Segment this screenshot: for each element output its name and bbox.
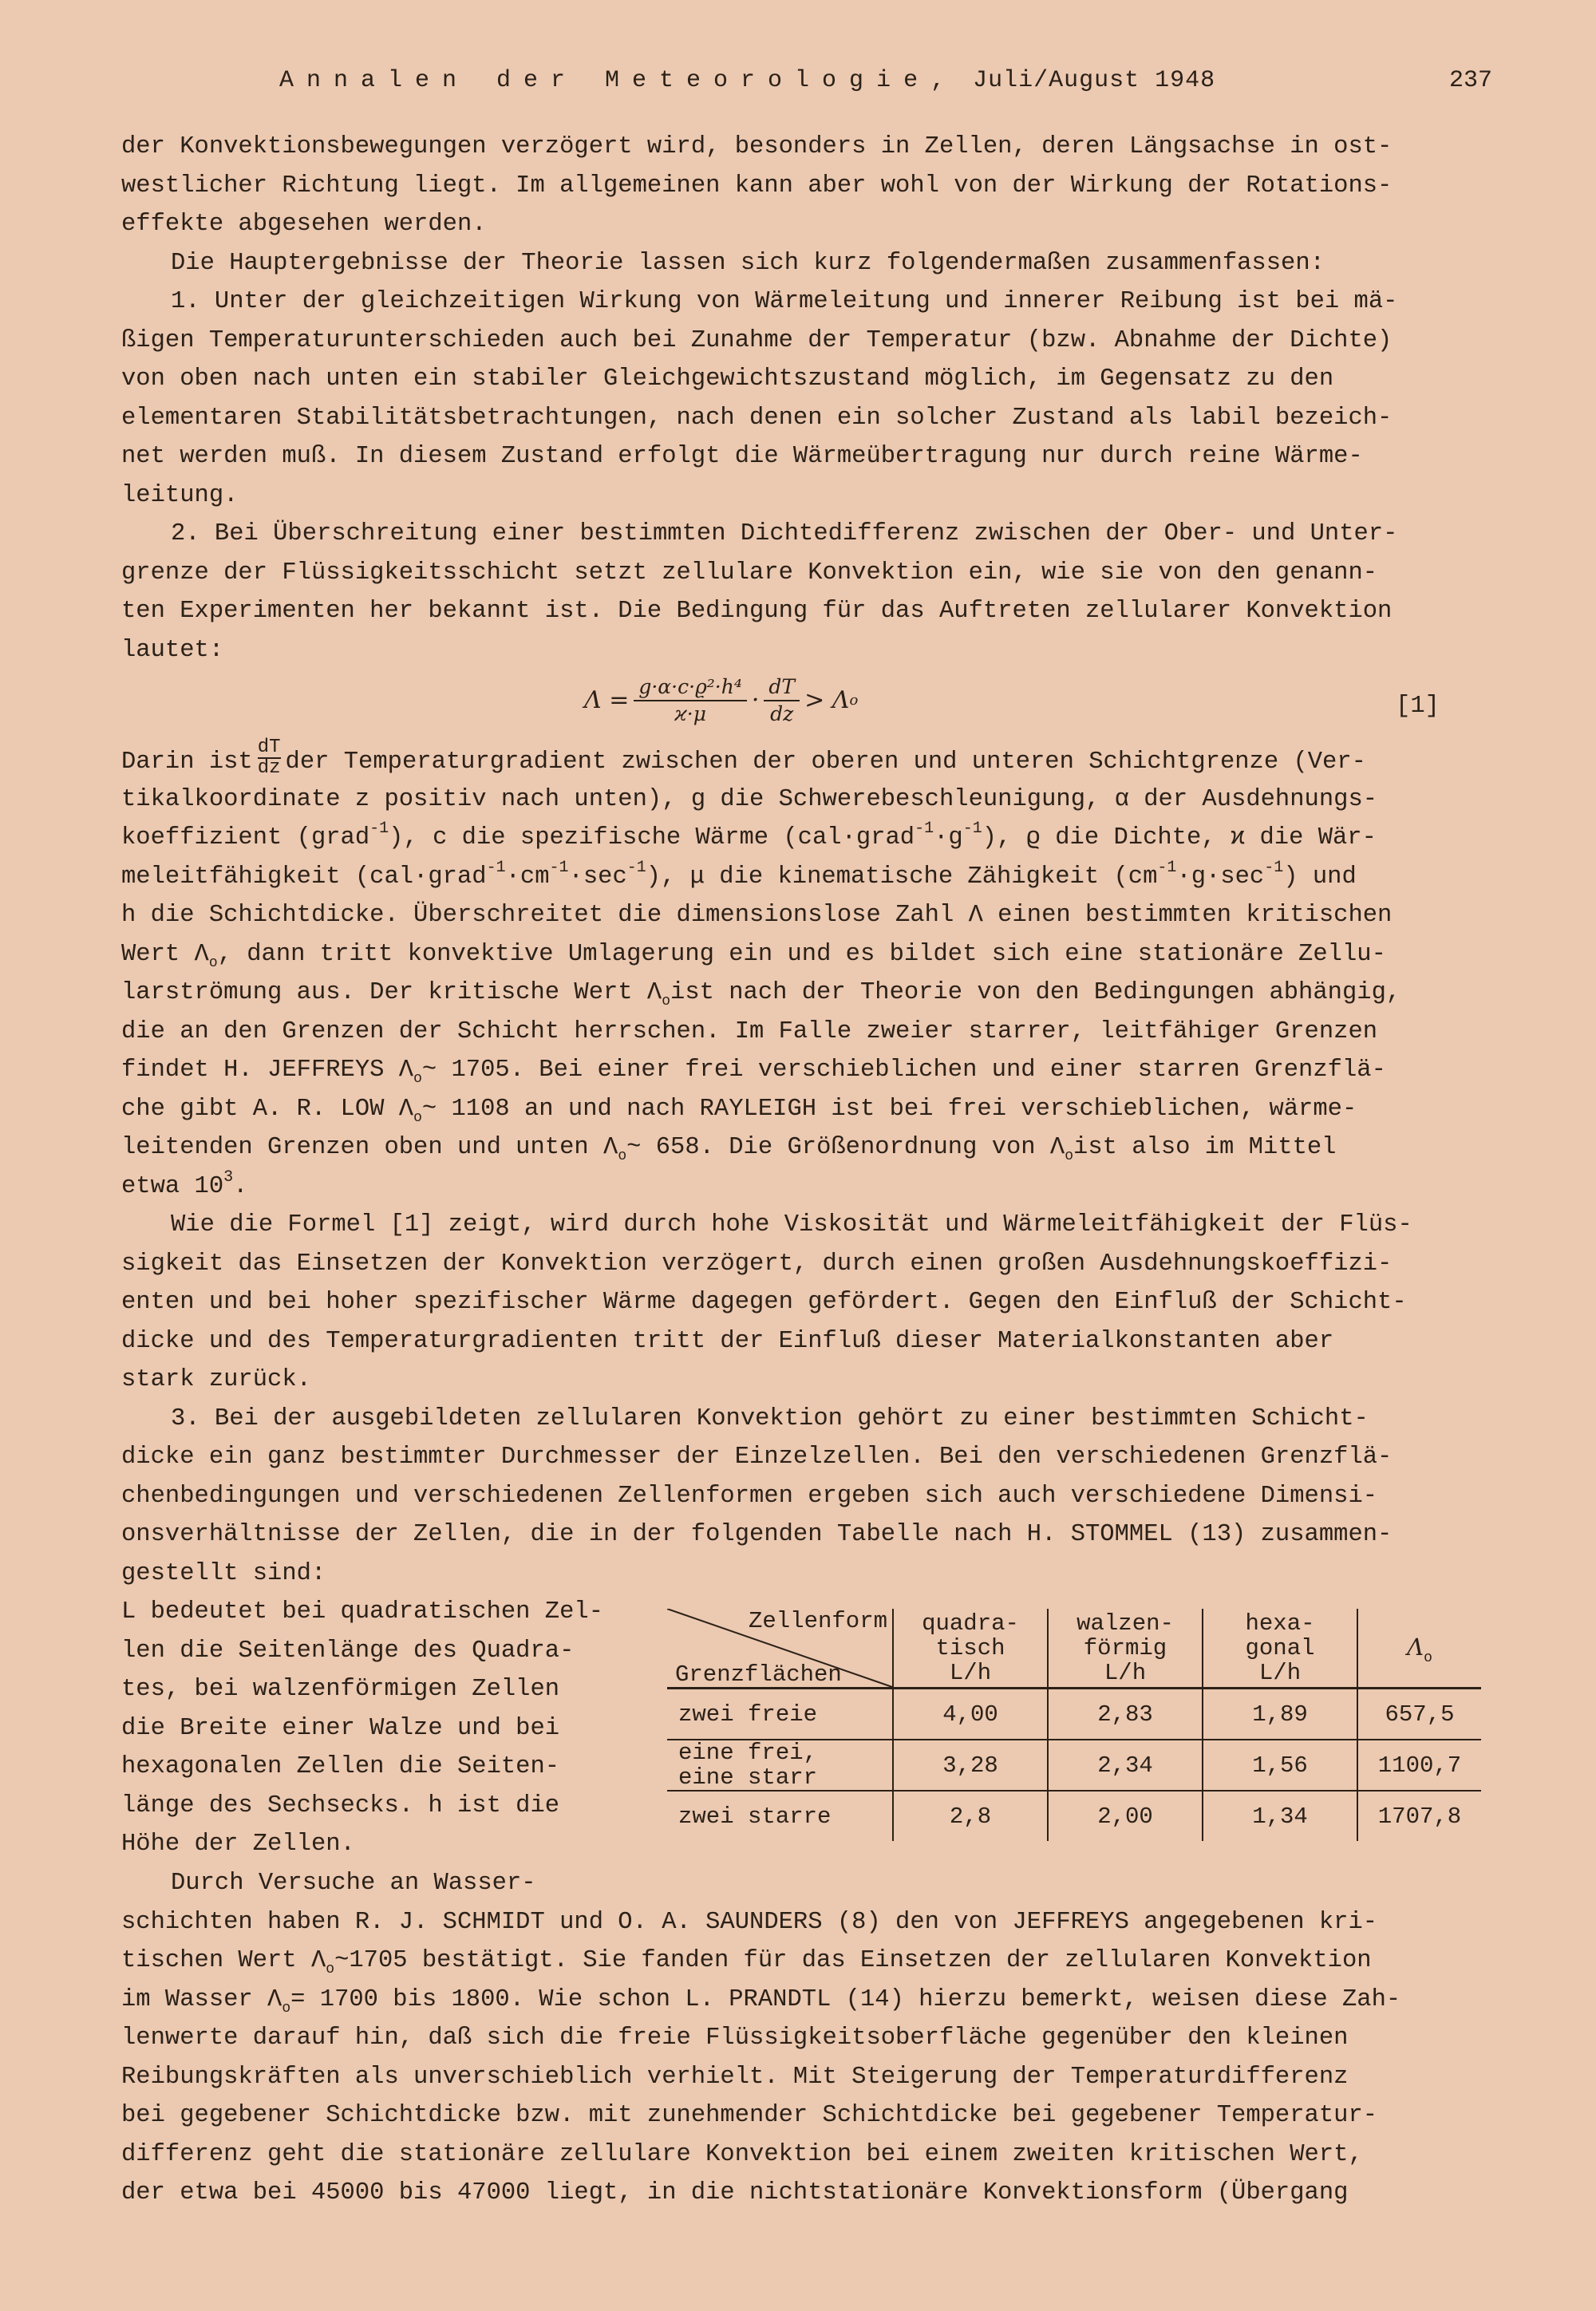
text-line: schichten haben R. J. SCHMIDT und O. A. SAUNDERS (8) den von JEFFREYS angegebenen kri- <box>121 1908 1378 1936</box>
subscript: o <box>326 1961 335 1977</box>
text-span: etwa 10 <box>121 1172 224 1200</box>
text-line <box>121 974 1487 1013</box>
row-label-line: eine starr <box>678 1764 818 1791</box>
text-span: = 1700 bis 1800. Wie schon L. PRANDTL (14) hierzu bemerkt, weisen diese Zah- <box>290 1985 1401 2013</box>
inline-dz: dz <box>257 757 281 779</box>
header-line: gonal <box>1245 1634 1315 1661</box>
header-lambda <box>1357 1609 1481 1689</box>
superscript: -1 <box>1157 858 1177 877</box>
formula-rhs: > Λ <box>804 685 850 714</box>
text-line <box>121 1981 1487 2020</box>
issue-date: Juli/August 1948 <box>973 67 1216 94</box>
text-span: , dann tritt konvektive Umlagerung ein und es bildet sich eine stationäre Zellu- <box>217 940 1386 968</box>
table-cell: 1,34 <box>1203 1791 1357 1841</box>
header-quadratisch <box>893 1609 1048 1689</box>
text-line: chenbedingungen und verschiedenen Zellenformen ergeben sich auch verschiedene Dimensi- <box>121 1482 1378 1510</box>
table-cell: 2,34 <box>1048 1740 1203 1791</box>
text-line: Reibungskräften als unverschieblich verhielt. Mit Steigerung der Temperaturdifferenz <box>121 2063 1349 2091</box>
subscript: o <box>662 994 671 1009</box>
journal-title: Annalen der Meteorologie, <box>279 67 958 94</box>
header-walzenfoermig <box>1048 1609 1203 1689</box>
table-cell: 4,00 <box>893 1689 1048 1740</box>
subscript: o <box>1065 1148 1074 1164</box>
text-span: koeffizient (grad <box>121 824 370 851</box>
superscript: -1 <box>369 820 389 838</box>
formula-numerator: g·α·c·ϱ²·h⁴ <box>634 674 747 701</box>
caption-line: hexagonalen Zellen die Seiten- <box>121 1753 560 1780</box>
superscript: -1 <box>915 820 934 838</box>
text-line: onsverhältnisse der Zellen, die in der folgenden Tabelle nach H. STOMMEL (13) zusammen- <box>121 1521 1393 1548</box>
caption-line: Höhe der Zellen. <box>121 1831 355 1858</box>
table-cell: 1,89 <box>1203 1689 1357 1740</box>
text-span: larströmung aus. Der kritische Wert Λ <box>121 979 662 1006</box>
table-region <box>121 1593 1487 1864</box>
text-line: ten Experimenten her bekannt ist. Die Bedingung für das Auftreten zellularer Konvektion <box>121 598 1393 625</box>
superscript: -1 <box>549 858 569 877</box>
text-line: lenwerte darauf hin, daß sich die freie Flüssigkeitsoberfläche gegenüber den kleinen <box>121 2025 1349 2052</box>
table-row <box>667 1791 1481 1841</box>
text-span: ·g·sec <box>1176 863 1265 891</box>
text-line <box>121 1942 1487 1981</box>
inline-gradient <box>258 738 281 778</box>
header-line: walzen- <box>1077 1610 1174 1637</box>
row-group-label: Grenzflächen <box>675 1661 842 1688</box>
superscript: -1 <box>486 858 506 877</box>
header-line: tisch <box>935 1634 1005 1661</box>
table-header-row <box>667 1609 1481 1689</box>
text-line: lautet: <box>121 636 224 664</box>
body-text <box>121 128 1487 2213</box>
subscript: o <box>208 954 218 971</box>
text-span: ~ 658. Die Größenordnung von Λ <box>626 1134 1065 1161</box>
cell-dimensions-table <box>667 1609 1481 1841</box>
text-line: grenze der Flüssigkeitsschicht setzt zellulare Konvektion ein, wie sie von den genann- <box>121 559 1378 587</box>
text-span: meleitfähigkeit (cal·grad <box>121 863 487 891</box>
caption-line: länge des Sechsecks. h ist die <box>121 1792 560 1819</box>
formula-dt: dT <box>764 674 800 701</box>
text-line <box>121 1051 1487 1090</box>
text-span: ist also im Mittel <box>1073 1134 1337 1161</box>
formula-dz: dz <box>770 702 794 725</box>
caption-line: L bedeutet bei quadratischen Zel- <box>121 1598 603 1626</box>
text-span: Wert Λ <box>121 940 209 968</box>
header-line: hexa- <box>1245 1610 1315 1637</box>
text-line <box>121 737 1487 780</box>
header-line: L/h <box>949 1659 992 1686</box>
formula-denominator: ϰ·μ <box>674 702 706 725</box>
table-row <box>667 1689 1481 1740</box>
caption-line: tes, bei walzenförmigen Zellen <box>121 1676 560 1703</box>
text-line: 1. Unter der gleichzeitigen Wirkung von Wärmeleitung und innerer Reibung ist bei mä- <box>171 288 1398 315</box>
text-line: dicke und des Temperaturgradienten tritt der Einfluß dieser Materialkonstanten aber <box>121 1327 1334 1355</box>
formula-fraction <box>634 674 747 727</box>
superscript: -1 <box>1264 858 1284 877</box>
text-span: im Wasser Λ <box>121 1985 282 2013</box>
text-line: net werden muß. In diesem Zustand erfolgt die Wärmeübertragung nur durch reine Wärme- <box>121 443 1363 470</box>
table-cell: 657,5 <box>1385 1701 1455 1728</box>
text-line <box>121 1167 1487 1207</box>
equation-1 <box>121 670 1487 741</box>
row-label: zwei freie <box>667 1689 893 1740</box>
table-cell: 1,56 <box>1203 1740 1357 1791</box>
text-line: enten und bei hoher spezifischer Wärme dagegen gefördert. Gegen den Einfluß der Schicht- <box>121 1289 1407 1316</box>
row-label <box>667 1740 893 1791</box>
row-label-line: eine frei, <box>678 1740 818 1766</box>
page-number: 237 <box>1448 67 1492 94</box>
text-span: ~ 1108 an und nach RAYLEIGH ist bei frei verschieblichen, wärme- <box>421 1095 1357 1123</box>
header-line: L/h <box>1104 1659 1147 1686</box>
header-line: L/h <box>1258 1659 1302 1686</box>
formula-lhs: Λ = <box>584 685 630 714</box>
table-row <box>667 1740 1481 1791</box>
corner-cell <box>667 1609 893 1689</box>
text-line: Wie die Formel [1] zeigt, wird durch hohe Viskosität und Wärmeleitfähigkeit der Flüs- <box>171 1211 1412 1238</box>
subscript: o <box>618 1148 627 1164</box>
text-span: ), μ die kinematische Zähigkeit (cm <box>646 863 1158 891</box>
text-span: ~ 1705. Bei einer frei verschieblichen und einer starren Grenzflä- <box>421 1057 1386 1084</box>
header-line: förmig <box>1083 1634 1167 1661</box>
text-line: die an den Grenzen der Schicht herrschen. Im Falle zweier starrer, leitfähiger Grenzen <box>121 1017 1378 1045</box>
text-line: effekte abgesehen werden. <box>121 211 487 238</box>
caption-line: die Breite einer Walze und bei <box>121 1714 560 1742</box>
subscript: o <box>282 2000 291 2017</box>
text-span: ·sec <box>568 863 627 891</box>
text-line <box>121 1090 1487 1129</box>
text-line: differenz geht die stationäre zellulare Konvektion bei einem zweiten kritischen Wert, <box>121 2140 1363 2168</box>
text-line: westlicher Richtung liegt. Im allgemeinen kann aber wohl von der Wirkung der Rotations- <box>121 172 1393 199</box>
text-line: h die Schichtdicke. Überschreitet die dimensionslose Zahl Λ einen bestimmten kritischen <box>121 902 1393 929</box>
text-span: tischen Wert Λ <box>121 1947 326 1974</box>
table-cell: 2,83 <box>1048 1689 1203 1740</box>
table-cell: 3,28 <box>893 1740 1048 1791</box>
text-line <box>121 1128 1487 1167</box>
formula-gradient <box>764 674 800 727</box>
header-lambda-symbol: Λ <box>1407 1633 1424 1661</box>
formula: Λ = $\frac{\text{g·α·c·ϱ²·h⁴}}{ϰ\cdot\mu}$ · $\frac{dT}{dz}$ > Λ o <box>584 675 859 725</box>
row-label: zwei starre <box>667 1791 893 1841</box>
text-span: ·cm <box>505 863 550 891</box>
text-span: der Temperaturgradient zwischen der oberen und unteren Schichtgrenze (Ver- <box>285 749 1366 776</box>
header-hexagonal <box>1203 1609 1357 1689</box>
text-line: sigkeit das Einsetzen der Konvektion verzögert, durch einen großen Ausdehnungskoeffizi- <box>121 1250 1393 1278</box>
text-span: che gibt A. R. LOW Λ <box>121 1095 414 1123</box>
text-span: Darin ist <box>121 749 253 776</box>
column-group-label: Zellenform <box>748 1608 887 1634</box>
text-line <box>121 858 1487 897</box>
text-line: 2. Bei Überschreitung einer bestimmten Dichtedifferenz zwischen der Ober- und Unter- <box>171 520 1398 547</box>
text-line: Durch Versuche an Wasser- <box>171 1870 536 1897</box>
text-line <box>121 819 1487 858</box>
equation-number: [1] <box>1396 693 1440 720</box>
text-line: der Konvektionsbewegungen verzögert wird, besonders in Zellen, deren Längsachse in ost- <box>121 133 1393 160</box>
text-span: ), c die spezifische Wärme (cal·grad <box>389 824 915 851</box>
text-span: ~1705 bestätigt. Sie fanden für das Einsetzen der zellularen Konvektion <box>334 1947 1372 1974</box>
text-line: dicke ein ganz bestimmter Durchmesser der Einzelzellen. Bei den verschiedenen Grenzflä- <box>121 1444 1393 1471</box>
table-caption <box>121 1593 616 1864</box>
formula-dot: · <box>751 685 760 714</box>
text-line: tikalkoordinate z positiv nach unten), g die Schwerebeschleunigung, α der Ausdehnungs- <box>121 785 1378 813</box>
text-line: bei gegebener Schichtdicke bzw. mit zunehmender Schichtdicke bei gegebener Temperatur- <box>121 2102 1378 2129</box>
text-line: ßigen Temperaturunterschieden auch bei Zunahme der Temperatur (bzw. Abnahme der Dichte) <box>121 326 1393 354</box>
text-span: findet H. JEFFREYS Λ <box>121 1057 414 1084</box>
text-line: gestellt sind: <box>121 1559 326 1587</box>
header-line: quadra- <box>922 1610 1019 1637</box>
text-line: leitung. <box>121 481 239 509</box>
text-line: elementaren Stabilitätsbetrachtungen, nach denen ein solcher Zustand als labil bezeich- <box>121 404 1393 432</box>
superscript: 3 <box>223 1167 234 1187</box>
text-line: stark zurück. <box>121 1366 311 1393</box>
text-line: der etwa bei 45000 bis 47000 liegt, in die nichtstationäre Konvektionsform (Übergang <box>121 2179 1349 2206</box>
text-span: ist nach der Theorie von den Bedingungen abhängig, <box>670 979 1401 1006</box>
text-span: ·g <box>934 824 963 851</box>
subscript: o <box>413 1071 422 1087</box>
text-line: von oben nach unten ein stabiler Gleichgewichtszustand möglich, im Gegensatz zu den <box>121 365 1334 393</box>
text-span: ), ϱ die Dichte, ϰ die Wär- <box>982 824 1377 851</box>
text-line <box>121 935 1487 974</box>
running-header <box>279 67 1492 94</box>
inline-dt: dT <box>257 737 281 758</box>
subscript: o <box>413 1109 422 1126</box>
superscript: -1 <box>626 858 646 877</box>
table-cell: 1100,7 <box>1357 1740 1481 1791</box>
text-span: ) und <box>1283 863 1357 891</box>
table-cell: 2,8 <box>893 1791 1048 1841</box>
text-span: leitenden Grenzen oben und unten Λ <box>121 1134 618 1161</box>
text-line: 3. Bei der ausgebildeten zellularen Konvektion gehört zu einer bestimmten Schicht- <box>171 1404 1369 1432</box>
table-cell: 2,00 <box>1048 1791 1203 1841</box>
text-span: . <box>233 1172 248 1200</box>
superscript: -1 <box>962 820 982 838</box>
caption-line: len die Seitenlänge des Quadra- <box>121 1637 575 1665</box>
table-cell: 1707,8 <box>1357 1791 1481 1841</box>
text-line: Die Hauptergebnisse der Theorie lassen sich kurz folgendermaßen zusammenfassen: <box>171 249 1325 277</box>
subscript: o <box>1424 1649 1432 1666</box>
